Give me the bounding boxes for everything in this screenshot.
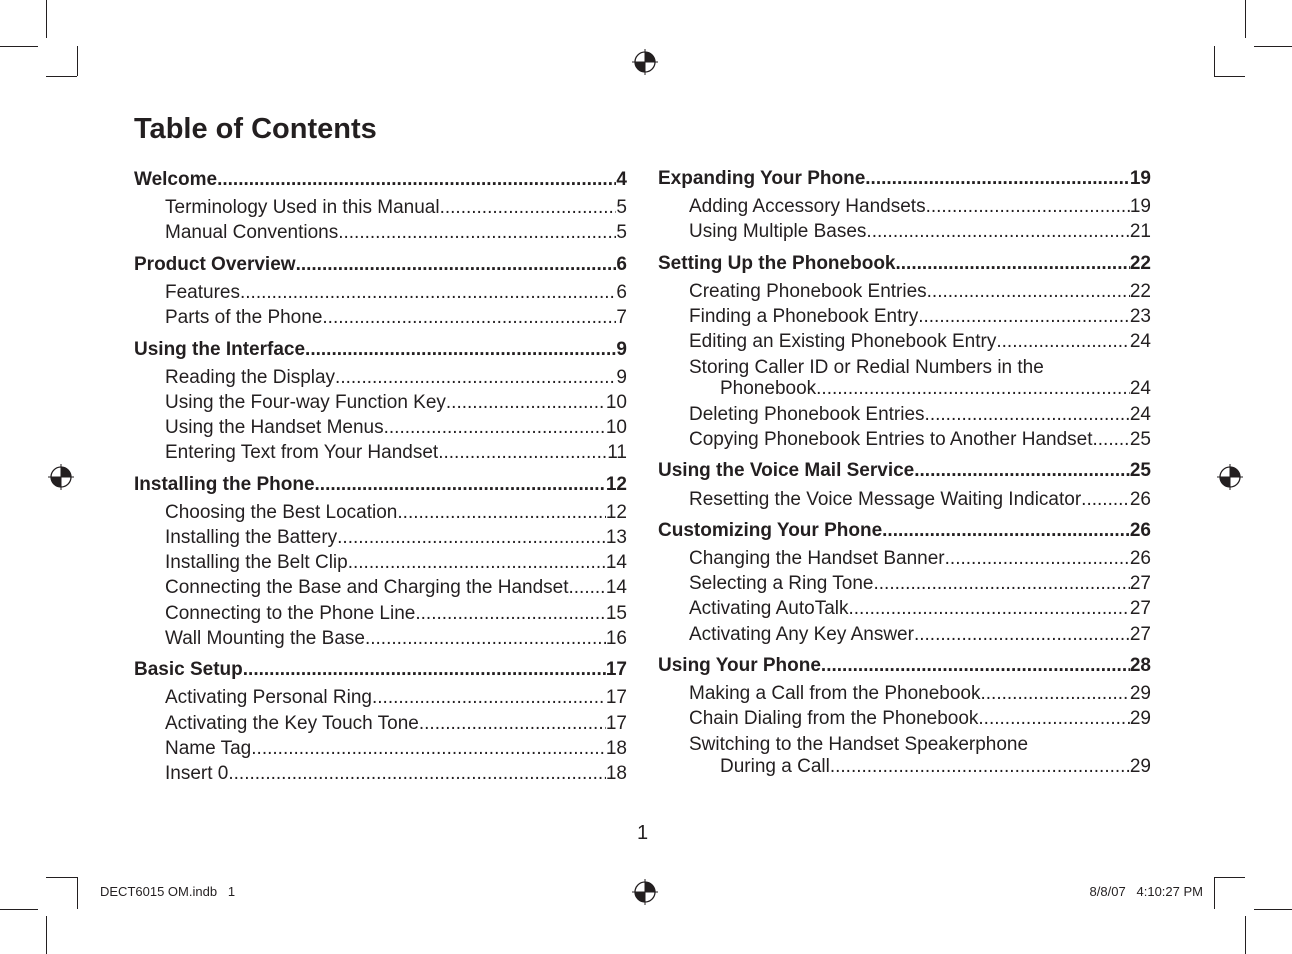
dot-leader xyxy=(981,683,1130,705)
toc-entry[interactable] xyxy=(689,683,1151,705)
toc-entry-title: Adding Accessory Handsets xyxy=(689,196,926,217)
toc-entry[interactable] xyxy=(165,442,627,464)
toc-page-number: 25 xyxy=(1129,429,1151,450)
dot-leader xyxy=(914,460,1130,482)
toc-page-number: 9 xyxy=(616,367,627,388)
dot-leader xyxy=(251,738,606,760)
toc-page-number: 17 xyxy=(605,687,627,708)
dot-leader xyxy=(996,331,1130,353)
dot-leader xyxy=(925,404,1130,426)
toc-page-number: 6 xyxy=(616,254,627,275)
toc-entry[interactable] xyxy=(689,624,1151,646)
toc-section-setting-up-the-phonebook[interactable] xyxy=(658,253,1151,275)
toc-entry[interactable] xyxy=(689,196,1151,218)
toc-section-using-the-interface[interactable] xyxy=(134,339,627,361)
toc-entry[interactable] xyxy=(165,527,627,549)
toc-entry-title: Finding a Phonebook Entry xyxy=(689,306,919,327)
crop-mark xyxy=(0,909,38,910)
crop-mark xyxy=(0,46,38,47)
toc-entry[interactable] xyxy=(689,573,1151,595)
toc-page-number: 27 xyxy=(1129,624,1151,645)
toc-page-number: 9 xyxy=(616,339,627,360)
toc-page-number: 23 xyxy=(1129,306,1151,327)
registration-mark-icon xyxy=(48,464,74,490)
dot-leader xyxy=(296,254,617,276)
dot-leader xyxy=(228,763,605,785)
toc-entry[interactable] xyxy=(689,598,1151,620)
toc-entry-title: Parts of the Phone xyxy=(165,307,323,328)
dot-leader xyxy=(315,474,606,496)
toc-entry[interactable] xyxy=(165,367,627,389)
dot-leader xyxy=(896,253,1130,275)
toc-page-number: 11 xyxy=(607,442,627,463)
footer-timestamp: 8/8/07 4:10:27 PM xyxy=(1089,884,1203,899)
dot-leader xyxy=(384,417,606,439)
toc-entry-title: Terminology Used in this Manual xyxy=(165,197,440,218)
dot-leader xyxy=(926,196,1130,218)
toc-page-number: 14 xyxy=(605,577,627,598)
toc-entry[interactable] xyxy=(165,197,627,219)
toc-page-number: 19 xyxy=(1129,196,1151,217)
dot-leader xyxy=(882,520,1130,542)
toc-entry-title: Wall Mounting the Base xyxy=(165,628,365,649)
toc-section-expanding-your-phone[interactable] xyxy=(658,168,1151,190)
toc-section-installing-the-phone[interactable] xyxy=(134,474,627,496)
toc-entry[interactable] xyxy=(165,307,627,329)
toc-entry[interactable] xyxy=(165,577,627,599)
toc-entry[interactable] xyxy=(689,404,1151,426)
toc-entry[interactable] xyxy=(165,713,627,735)
toc-entry-title: Manual Conventions xyxy=(165,222,339,243)
toc-section-title: Installing the Phone xyxy=(134,474,315,495)
crop-mark xyxy=(46,0,47,38)
toc-page-number: 6 xyxy=(616,282,627,303)
dot-leader xyxy=(914,624,1130,646)
toc-page-number: 14 xyxy=(605,552,627,573)
toc-entry-title: Using the Four-way Function Key xyxy=(165,392,446,413)
dot-leader xyxy=(348,552,606,574)
toc-page-number: 29 xyxy=(1129,683,1151,704)
dot-leader xyxy=(372,687,606,709)
toc-entry[interactable] xyxy=(689,708,1151,730)
toc-entry-title: Making a Call from the Phonebook xyxy=(689,683,981,704)
crop-mark xyxy=(46,877,77,878)
dot-leader xyxy=(243,659,606,681)
toc-section-title: Basic Setup xyxy=(134,659,243,680)
toc-page-number: 22 xyxy=(1129,253,1151,274)
toc-entry-title: Deleting Phonebook Entries xyxy=(689,404,925,425)
toc-entry[interactable] xyxy=(720,756,1151,778)
toc-entry[interactable] xyxy=(165,603,627,625)
toc-entry-title: Choosing the Best Location xyxy=(165,502,398,523)
toc-entry-title: Chain Dialing from the Phonebook xyxy=(689,708,979,729)
toc-section-title: Setting Up the Phonebook xyxy=(658,253,896,274)
crop-mark xyxy=(1214,877,1245,878)
toc-page-number: 5 xyxy=(616,197,627,218)
toc-page-number: 10 xyxy=(605,417,627,438)
crop-mark xyxy=(46,916,47,954)
toc-entry[interactable] xyxy=(689,306,1151,328)
toc-page-number: 15 xyxy=(605,603,627,624)
crop-mark xyxy=(1254,46,1292,47)
toc-section-title: Product Overview xyxy=(134,254,296,275)
dot-leader xyxy=(337,527,606,549)
dot-leader xyxy=(440,197,617,219)
toc-entry-title: Connecting the Base and Charging the Handset xyxy=(165,577,569,598)
dot-leader xyxy=(866,221,1129,243)
toc-section-title: Using Your Phone xyxy=(658,655,821,676)
page-number: 1 xyxy=(637,822,649,844)
toc-entry-title: Using Multiple Bases xyxy=(689,221,867,242)
toc-page-number: 16 xyxy=(605,628,627,649)
toc-entry[interactable] xyxy=(689,429,1151,451)
toc-page-number: 18 xyxy=(605,738,627,759)
toc-page-number: 25 xyxy=(1129,460,1151,481)
toc-section-title: Customizing Your Phone xyxy=(658,520,883,541)
toc-page-number: 21 xyxy=(1129,221,1151,242)
toc-page-number: 24 xyxy=(1129,404,1151,425)
toc-section-welcome[interactable] xyxy=(134,169,627,191)
toc-page-number: 29 xyxy=(1129,756,1151,777)
dot-leader xyxy=(240,282,616,304)
toc-section-product-overview[interactable] xyxy=(134,254,627,276)
dot-leader xyxy=(415,603,606,625)
toc-entry[interactable] xyxy=(689,548,1151,570)
toc-entry-title: During a Call xyxy=(720,756,830,777)
toc-section-title: Expanding Your Phone xyxy=(658,168,866,189)
toc-section-customizing-your-phone[interactable] xyxy=(658,520,1151,542)
toc-page-number: 12 xyxy=(605,502,627,523)
toc-page-number: 17 xyxy=(605,659,627,680)
dot-leader xyxy=(438,442,607,464)
dot-leader xyxy=(816,378,1130,400)
dot-leader xyxy=(830,756,1130,778)
dot-leader xyxy=(865,168,1130,190)
crop-mark xyxy=(46,76,77,77)
dot-leader xyxy=(322,307,616,329)
toc-entry[interactable] xyxy=(165,282,627,304)
toc-page-number: 26 xyxy=(1129,520,1151,541)
dot-leader xyxy=(217,169,616,191)
dot-leader xyxy=(397,502,605,524)
registration-mark-icon xyxy=(1217,464,1243,490)
toc-section-using-your-phone[interactable] xyxy=(658,655,1151,677)
toc-entry[interactable] xyxy=(165,222,627,244)
toc-entry-title: Resetting the Voice Message Waiting Indicator xyxy=(689,489,1082,510)
toc-entry[interactable] xyxy=(165,552,627,574)
dot-leader xyxy=(338,222,616,244)
toc-page-number: 26 xyxy=(1129,548,1151,569)
toc-entry-title: Features xyxy=(165,282,240,303)
toc-page-number: 27 xyxy=(1129,598,1151,619)
page-title: Table of Contents xyxy=(134,113,377,145)
toc-entry[interactable] xyxy=(720,378,1151,400)
toc-page-number: 24 xyxy=(1129,331,1151,352)
toc-entry[interactable] xyxy=(689,221,1151,243)
toc-entry[interactable] xyxy=(165,417,627,439)
toc-entry-title: Creating Phonebook Entries xyxy=(689,281,927,302)
registration-mark-icon xyxy=(632,49,658,75)
crop-mark xyxy=(77,877,78,909)
toc-entry[interactable] xyxy=(165,763,627,785)
dot-leader xyxy=(1093,429,1130,451)
toc-section-voice-mail-service[interactable] xyxy=(658,460,1151,482)
crop-mark xyxy=(1245,916,1246,954)
dot-leader xyxy=(365,628,606,650)
dot-leader xyxy=(569,577,606,599)
toc-entry-title: Activating AutoTalk xyxy=(689,598,849,619)
toc-entry[interactable] xyxy=(689,331,1151,353)
dot-leader xyxy=(419,713,606,735)
dot-leader xyxy=(446,392,606,414)
toc-entry-title: Entering Text from Your Handset xyxy=(165,442,439,463)
dot-leader xyxy=(978,708,1129,730)
toc-entry[interactable] xyxy=(165,628,627,650)
toc-entry-title: Reading the Display xyxy=(165,367,336,388)
toc-section-basic-setup[interactable] xyxy=(134,659,627,681)
toc-entry-title: Connecting to the Phone Line xyxy=(165,603,416,624)
registration-mark-icon xyxy=(632,879,658,905)
crop-mark xyxy=(1214,46,1215,76)
toc-page-number: 17 xyxy=(605,713,627,734)
crop-mark xyxy=(1214,76,1245,77)
toc-entry[interactable] xyxy=(689,489,1151,511)
toc-section-title: Using the Interface xyxy=(134,339,306,360)
toc-entry[interactable] xyxy=(165,738,627,760)
toc-page-number: 7 xyxy=(616,307,627,328)
toc-entry-title: Activating the Key Touch Tone xyxy=(165,713,419,734)
toc-page-number: 27 xyxy=(1129,573,1151,594)
dot-leader xyxy=(945,548,1130,570)
footer-file-name: DECT6015 OM.indb 1 xyxy=(100,884,236,899)
toc-entry-title-line[interactable]: Storing Caller ID or Redial Numbers in the xyxy=(689,357,1044,378)
dot-leader xyxy=(1081,489,1130,511)
toc-entry[interactable] xyxy=(165,392,627,414)
dot-leader xyxy=(927,281,1130,303)
toc-entry-title-line[interactable]: Switching to the Handset Speakerphone xyxy=(689,734,1029,755)
toc-entry-title: Using the Handset Menus xyxy=(165,417,384,438)
crop-mark xyxy=(1245,0,1246,38)
dot-leader xyxy=(305,339,616,361)
toc-page-number: 12 xyxy=(605,474,627,495)
toc-page-number: 26 xyxy=(1129,489,1151,510)
crop-mark xyxy=(77,46,78,76)
toc-entry-title: Activating Any Key Answer xyxy=(689,624,914,645)
toc-entry-title: Installing the Belt Clip xyxy=(165,552,348,573)
toc-entry-title: Name Tag xyxy=(165,738,252,759)
dot-leader xyxy=(874,573,1130,595)
toc-page-number: 22 xyxy=(1129,281,1151,302)
toc-entry[interactable] xyxy=(689,281,1151,303)
toc-entry-title: Activating Personal Ring xyxy=(165,687,372,708)
toc-entry-title: Installing the Battery xyxy=(165,527,338,548)
dot-leader xyxy=(335,367,616,389)
toc-entry-title: Selecting a Ring Tone xyxy=(689,573,874,594)
dot-leader xyxy=(821,655,1130,677)
toc-page-number: 29 xyxy=(1129,708,1151,729)
toc-entry-title: Phonebook xyxy=(720,378,817,399)
toc-page-number: 18 xyxy=(605,763,627,784)
toc-section-title: Using the Voice Mail Service xyxy=(658,460,915,481)
toc-page-number: 24 xyxy=(1129,378,1151,399)
dot-leader xyxy=(848,598,1129,620)
toc-page-number: 5 xyxy=(616,222,627,243)
toc-entry[interactable] xyxy=(165,687,627,709)
toc-entry[interactable] xyxy=(165,502,627,524)
crop-mark xyxy=(1214,877,1215,909)
toc-page-number: 4 xyxy=(616,169,627,190)
crop-mark xyxy=(1254,909,1292,910)
dot-leader xyxy=(918,306,1130,328)
toc-entry-title: Copying Phonebook Entries to Another Handset xyxy=(689,429,1093,450)
toc-page-number: 19 xyxy=(1129,168,1151,189)
toc-entry-title: Editing an Existing Phonebook Entry xyxy=(689,331,997,352)
toc-page-number: 13 xyxy=(605,527,627,548)
toc-entry-title: Insert 0 xyxy=(165,763,229,784)
toc-entry-title: Changing the Handset Banner xyxy=(689,548,945,569)
toc-page-number: 28 xyxy=(1129,655,1151,676)
toc-page-number: 10 xyxy=(605,392,627,413)
toc-section-title: Welcome xyxy=(134,169,218,190)
